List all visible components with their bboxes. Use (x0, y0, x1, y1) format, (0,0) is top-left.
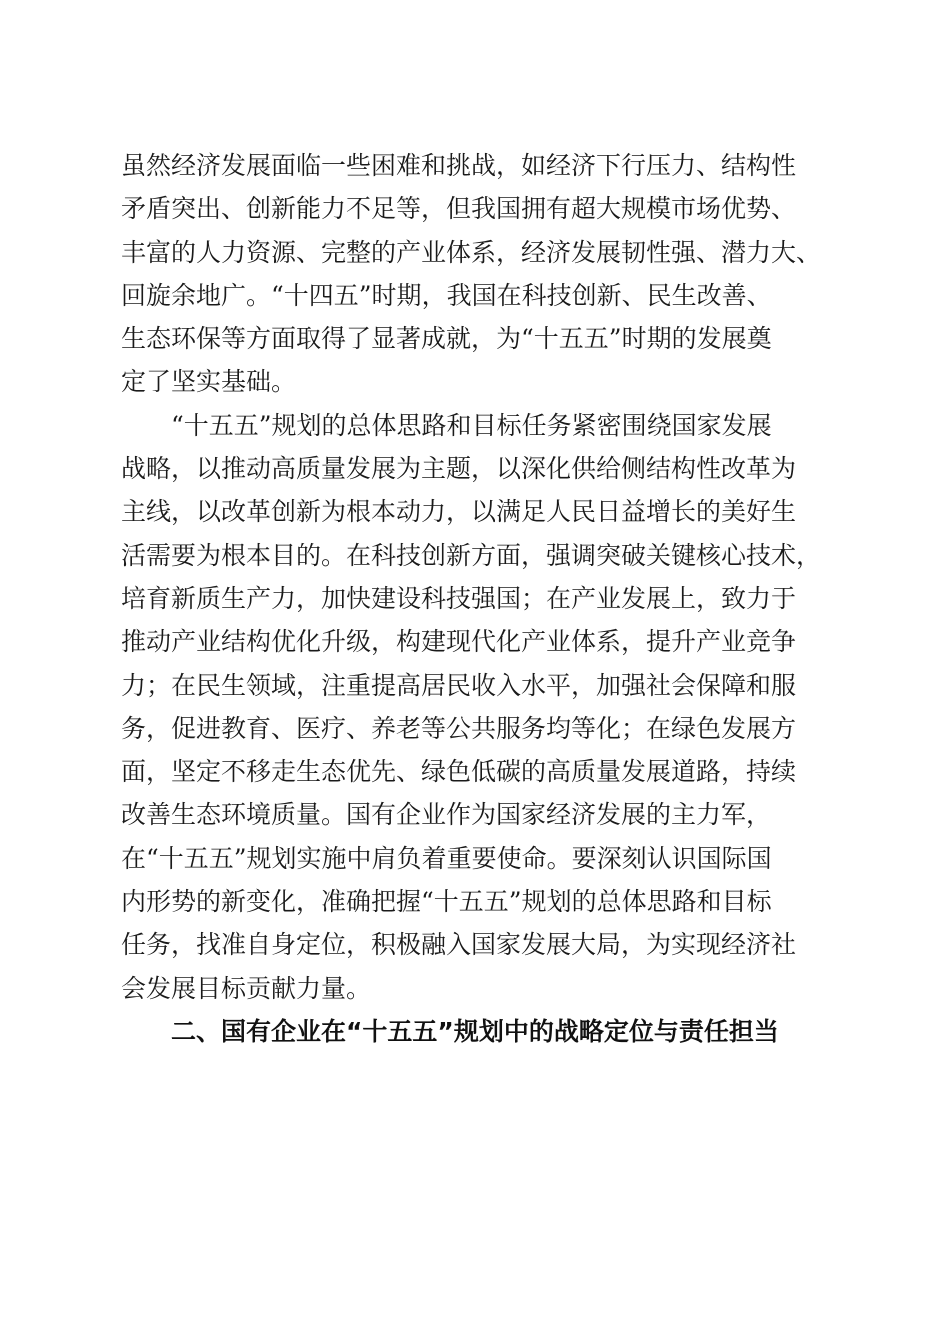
text-line: 生态环保等方面取得了显著成就，为“十五五”时期的发展奠 (121, 324, 772, 354)
text-line: 在“十五五”规划实施中肩负着重要使命。要深刻认识国际国 (121, 843, 772, 873)
text-line: 内形势的新变化，准确把握“十五五”规划的总体思路和目标 (121, 887, 772, 917)
text-line: 定了坚实基础。 (121, 367, 297, 397)
text-line: 培育新质生产力，加快建设科技强国；在产业发展上，致力于 (121, 583, 797, 613)
section-heading: 二、国有企业在“十五五”规划中的战略定位与责任担当 (171, 1017, 779, 1046)
text-line: 会发展目标贡献力量。 (121, 973, 372, 1003)
text-line: 力；在民生领域，注重提高居民收入水平，加强社会保障和服 (121, 670, 797, 700)
text-line: 务，促进教育、医疗、养老等公共服务均等化；在绿色发展方 (121, 713, 797, 743)
text-line: 主线，以改革创新为根本动力，以满足人民日益增长的美好生 (121, 497, 797, 527)
text-line: 改善生态环境质量。国有企业作为国家经济发展的主力军， (121, 800, 772, 830)
text-line: 丰富的人力资源、完整的产业体系，经济发展韧性强、潜力大、 (121, 237, 822, 267)
text-line: 虽然经济发展面临一些困难和挑战，如经济下行压力、结构性 (121, 151, 797, 180)
paragraph-2 (121, 404, 841, 1010)
text-line: 面，坚定不移走生态优先、绿色低碳的高质量发展道路，持续 (121, 757, 797, 787)
text-line: 回旋余地广。“十四五”时期，我国在科技创新、民生改善、 (121, 280, 772, 310)
text-line: 战略，以推动高质量发展为主题，以深化供给侧结构性改革为 (121, 454, 797, 484)
text-line: 推动产业结构优化升级，构建现代化产业体系，提升产业竞争 (121, 627, 797, 657)
text-line: 矛盾突出、创新能力不足等，但我国拥有超大规模市场优势、 (121, 194, 797, 224)
text-line: 任务，找准自身定位，积极融入国家发展大局，为实现经济社 (121, 930, 797, 960)
text-line: “十五五”规划的总体思路和目标任务紧密围绕国家发展 (171, 410, 772, 440)
text-line: 活需要为根本目的。在科技创新方面，强调突破关键核心技术， (121, 540, 822, 570)
paragraph-1 (121, 144, 841, 404)
document-body (121, 144, 841, 1010)
